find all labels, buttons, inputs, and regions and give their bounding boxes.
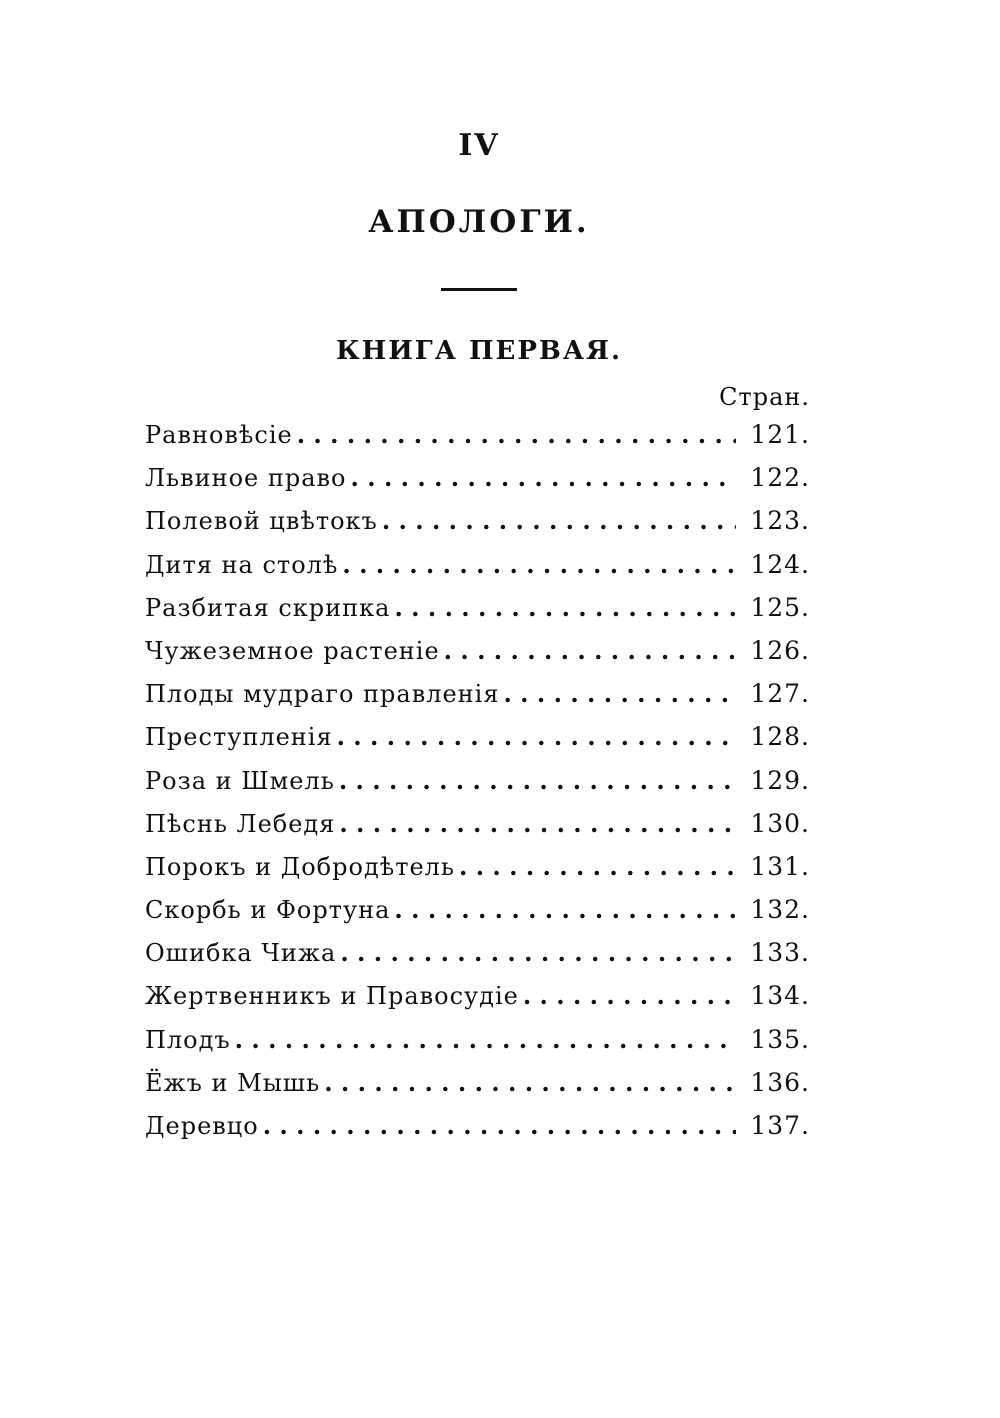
toc-entry-page: 133.: [750, 938, 810, 968]
toc-entry-title: Равновѣсіе: [145, 421, 293, 449]
toc-entry-page: 125.: [750, 592, 810, 622]
table-of-contents: [145, 420, 810, 1154]
toc-entry-page: 134.: [750, 981, 810, 1011]
dot-leader: [337, 722, 736, 751]
dot-leader: [394, 895, 736, 924]
toc-entry-title: Ёжъ и Мышь: [145, 1068, 321, 1097]
toc-entry: [145, 938, 810, 981]
toc-entry: [145, 852, 810, 895]
toc-entry-page: 130.: [750, 808, 810, 838]
toc-entry: [145, 679, 810, 722]
dot-leader: [339, 809, 736, 838]
toc-entry: [145, 463, 810, 506]
toc-entry: [145, 895, 810, 938]
toc-entry-page: 128.: [750, 722, 810, 752]
toc-entry-page: 132.: [750, 895, 810, 925]
dot-leader: [235, 1025, 736, 1054]
book-title: КНИГА ПЕРВАЯ.: [335, 336, 622, 366]
toc-entry-title: Разбитая скрипка: [145, 593, 391, 622]
toc-entry: [145, 1025, 810, 1068]
toc-entry-page: 136.: [750, 1067, 810, 1097]
dot-leader: [297, 420, 736, 449]
toc-entry: [145, 766, 810, 809]
toc-entry-title: Львиное право: [145, 464, 347, 493]
toc-entry-title: Порокъ и Добродѣтель: [145, 852, 455, 881]
toc-entry-page: 129.: [750, 765, 810, 795]
toc-entry: [145, 722, 810, 765]
toc-entry-page: 127.: [750, 679, 810, 709]
dot-leader: [340, 938, 736, 967]
dot-leader: [351, 463, 736, 492]
toc-entry-page: 121.: [750, 420, 810, 449]
title-rule: [441, 288, 517, 291]
toc-entry-title: Плодъ: [145, 1025, 231, 1054]
toc-entry-title: Пѣснь Лебедя: [145, 809, 336, 838]
toc-entry: [145, 636, 810, 679]
page-column-label: Стран.: [719, 383, 810, 411]
dot-leader: [342, 550, 736, 579]
dot-leader: [459, 852, 736, 881]
toc-entry: [145, 420, 810, 463]
toc-entry: [145, 550, 810, 593]
dot-leader: [382, 506, 736, 535]
toc-entry-title: Чужеземное растеніе: [145, 636, 440, 665]
toc-entry: [145, 506, 810, 549]
dot-leader: [339, 766, 736, 795]
toc-entry: [145, 809, 810, 852]
toc-entry-title: Деревцо: [145, 1112, 259, 1140]
toc-entry-title: Дитя на столѣ: [145, 550, 339, 579]
toc-entry-title: Роза и Шмель: [145, 766, 335, 795]
toc-entry: [145, 981, 810, 1024]
page-number: IV: [458, 128, 500, 163]
section-title: АПОЛОГИ.: [368, 204, 590, 240]
toc-entry-page: 122.: [750, 463, 810, 493]
toc-entry-page: 124.: [750, 549, 810, 579]
toc-entry-title: Преступленія: [145, 723, 333, 752]
dot-leader: [324, 1068, 736, 1097]
dot-leader: [444, 636, 736, 665]
toc-entry-page: 131.: [750, 851, 810, 881]
toc-entry-page: 123.: [750, 506, 810, 536]
toc-entry-page: 137.: [750, 1111, 810, 1140]
toc-entry-page: 135.: [750, 1024, 810, 1054]
toc-entry-title: Ошибка Чижа: [145, 939, 337, 968]
dot-leader: [394, 593, 736, 622]
toc-entry: [145, 593, 810, 636]
toc-entry: [145, 1068, 810, 1111]
toc-entry-title: Жертвенникъ и Правосудіе: [145, 982, 519, 1011]
dot-leader: [263, 1111, 736, 1140]
toc-entry: [145, 1111, 810, 1154]
toc-entry-page: 126.: [750, 635, 810, 665]
toc-entry-title: Скорбь и Фортуна: [145, 896, 391, 925]
toc-entry-title: Полевой цвѣтокъ: [145, 507, 378, 536]
dot-leader: [503, 679, 736, 708]
dot-leader: [523, 981, 736, 1010]
toc-entry-title: Плоды мудраго правленія: [145, 680, 500, 709]
